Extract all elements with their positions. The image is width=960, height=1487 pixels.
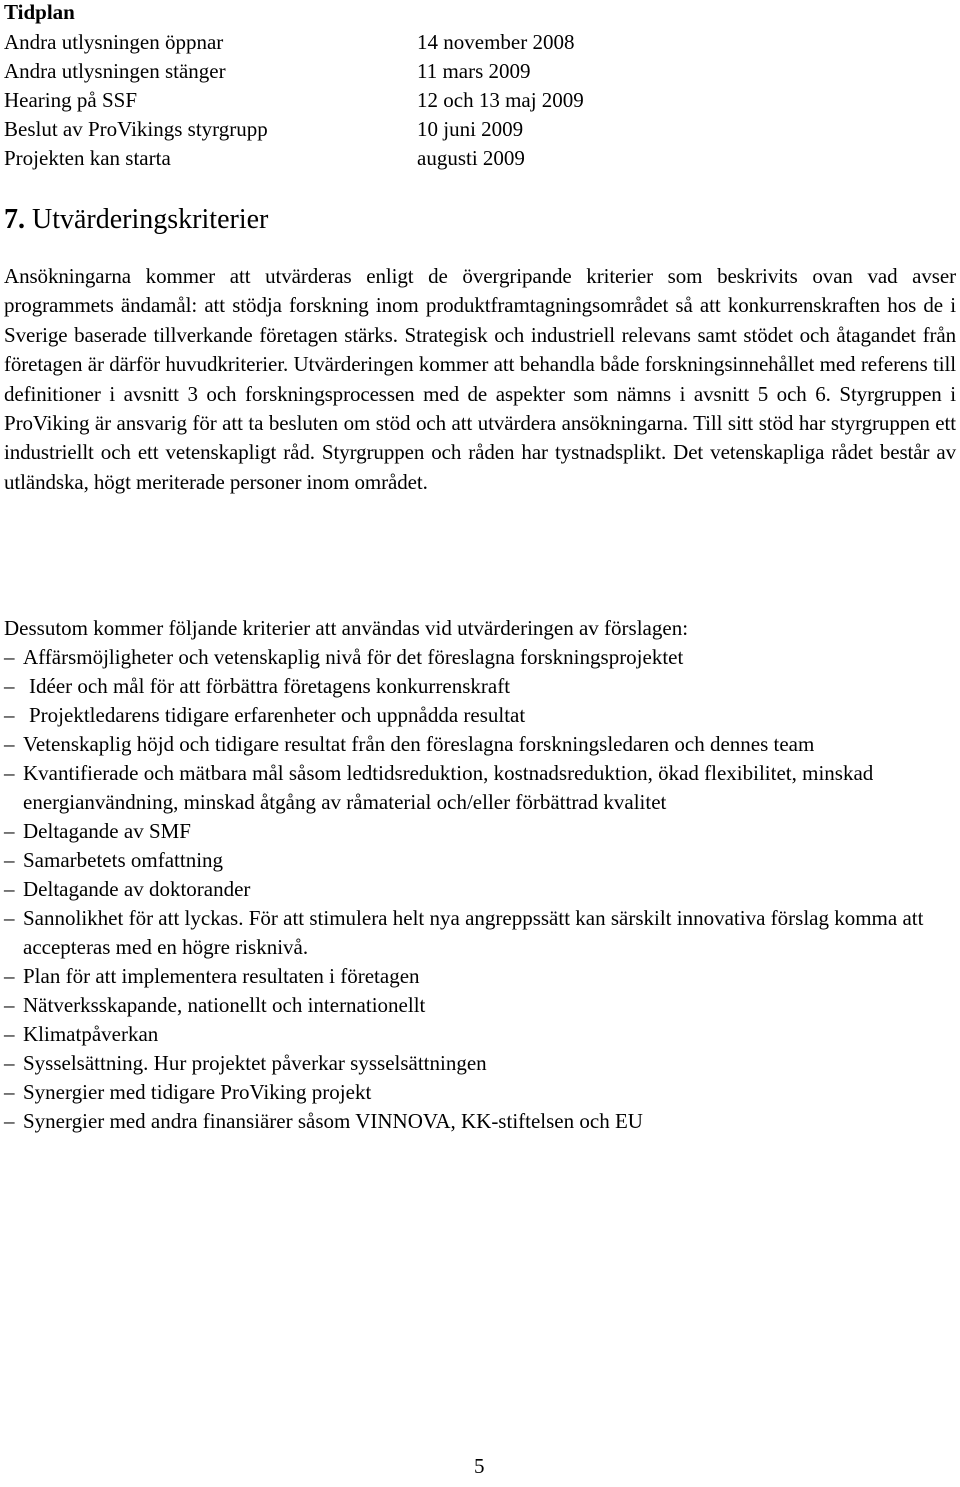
- list-item: [4, 701, 956, 730]
- criterion-text: Sysselsättning. Hur projektet påverkar sysselsättningen: [23, 1051, 487, 1075]
- schedule-row: [4, 115, 704, 144]
- dash-bullet: –: [4, 848, 15, 872]
- dash-bullet: –: [4, 703, 15, 727]
- schedule-row: [4, 144, 704, 173]
- dash-bullet: –: [4, 993, 15, 1017]
- criterion-text: Synergier med andra finansiärer såsom VINNOVA, KK-stiftelsen och EU: [23, 1109, 643, 1133]
- schedule-row: [4, 28, 704, 57]
- list-item: [4, 817, 956, 846]
- section-heading: [4, 200, 268, 240]
- page-number: 5: [474, 1454, 485, 1478]
- schedule-date: augusti 2009: [417, 146, 525, 170]
- list-item: [4, 1049, 956, 1078]
- list-item: [4, 759, 956, 817]
- schedule-date: 11 mars 2009: [417, 59, 531, 83]
- dash-bullet: –: [4, 1022, 15, 1046]
- criterion-text: Deltagande av doktorander: [23, 877, 251, 901]
- criterion-text: Klimatpåverkan: [23, 1022, 159, 1046]
- list-item: [4, 962, 956, 991]
- schedule-event: Hearing på SSF: [4, 88, 137, 112]
- section-title: Utvärderingskriterier: [32, 204, 269, 235]
- criterion-text: Vetenskaplig höjd och tidigare resultat från den föreslagna forskningsledaren och dennes team: [23, 732, 815, 756]
- list-item: [4, 1078, 956, 1107]
- criterion-text: Sannolikhet för att lyckas. För att stimulera helt nya angreppssätt kan särskilt innovativa förslag komma att accepteras med en högre risknivå.: [23, 906, 924, 959]
- list-item: [4, 1020, 956, 1049]
- schedule-date: 10 juni 2009: [417, 117, 524, 141]
- dash-bullet: –: [4, 674, 15, 698]
- criterion-text: Synergier med tidigare ProViking projekt: [23, 1080, 372, 1104]
- dash-bullet: –: [4, 1080, 15, 1104]
- dash-bullet: –: [4, 964, 15, 988]
- schedule-heading: Tidplan: [4, 0, 75, 24]
- criterion-text: Projektledarens tidigare erfarenheter och uppnådda resultat: [29, 703, 526, 727]
- evaluation-paragraph: Ansökningarna kommer att utvärderas enligt de övergripande kriterier som beskrivits ovan vad avser programmets ändamål: att stödja forskning inom produktframtagningsområdet så att konkurrenskraften hos de i Sverige baserade tillverkande företagen stärks. Strategisk och industriell relevans samt stödet och åtagandet från företagen är därför huvudkriterier. Utvärderingen kommer att behandla både forskningsinnehållet med referens till definitioner i avsnitt 3 och forskningsprocessen med de aspekter som nämns i avsnitt 5 och 6. Styrgruppen i ProViking är ansvarig för att ta besluten om stöd och att utvärdera ansökningarna. Till sitt stöd har styrgruppen ett industriellt och ett vetenskapligt råd. Styrgruppen och råden har tystnadsplikt. Det vetenskapliga rådet består av utländska, högt meriterade personer inom området.: [4, 264, 956, 494]
- schedule-row: [4, 86, 704, 115]
- criterion-text: Nätverksskapande, nationellt och internationellt: [23, 993, 426, 1017]
- list-item: [4, 904, 956, 962]
- criteria-list: [4, 643, 956, 1136]
- dash-bullet: –: [4, 761, 15, 785]
- schedule-table: [4, 28, 704, 173]
- criterion-text: Affärsmöjligheter och vetenskaplig nivå för det föreslagna forskningsprojektet: [23, 645, 684, 669]
- list-item: [4, 1107, 956, 1136]
- criterion-text: Plan för att implementera resultaten i företagen: [23, 964, 420, 988]
- dash-bullet: –: [4, 1109, 15, 1133]
- schedule-date: 14 november 2008: [417, 30, 575, 54]
- list-item: [4, 730, 956, 759]
- list-item: [4, 846, 956, 875]
- criterion-text: Idéer och mål för att förbättra företagens konkurrenskraft: [29, 674, 511, 698]
- schedule-event: Beslut av ProVikings styrgrupp: [4, 117, 268, 141]
- dash-bullet: –: [4, 819, 15, 843]
- criterion-text: Kvantifierade och mätbara mål såsom ledtidsreduktion, kostnadsreduktion, ökad flexibilitet, minskad energianvändning, minskad åtgång av råmaterial och/eller förbättrad kvalitet: [23, 761, 874, 814]
- schedule-event: Andra utlysningen öppnar: [4, 30, 224, 54]
- criterion-text: Samarbetets omfattning: [23, 848, 224, 872]
- schedule-date: 12 och 13 maj 2009: [417, 88, 584, 112]
- list-item: [4, 875, 956, 904]
- schedule-row: [4, 57, 704, 86]
- list-item: [4, 643, 956, 672]
- dash-bullet: –: [4, 906, 15, 930]
- list-item: [4, 672, 956, 701]
- schedule-event: Projekten kan starta: [4, 146, 171, 170]
- dash-bullet: –: [4, 1051, 15, 1075]
- section-number: 7.: [4, 204, 25, 235]
- dash-bullet: –: [4, 877, 15, 901]
- criteria-intro: Dessutom kommer följande kriterier att användas vid utvärderingen av förslagen:: [4, 616, 689, 640]
- criterion-text: Deltagande av SMF: [23, 819, 191, 843]
- list-item: [4, 991, 956, 1020]
- dash-bullet: –: [4, 732, 15, 756]
- dash-bullet: –: [4, 645, 15, 669]
- schedule-event: Andra utlysningen stänger: [4, 59, 226, 83]
